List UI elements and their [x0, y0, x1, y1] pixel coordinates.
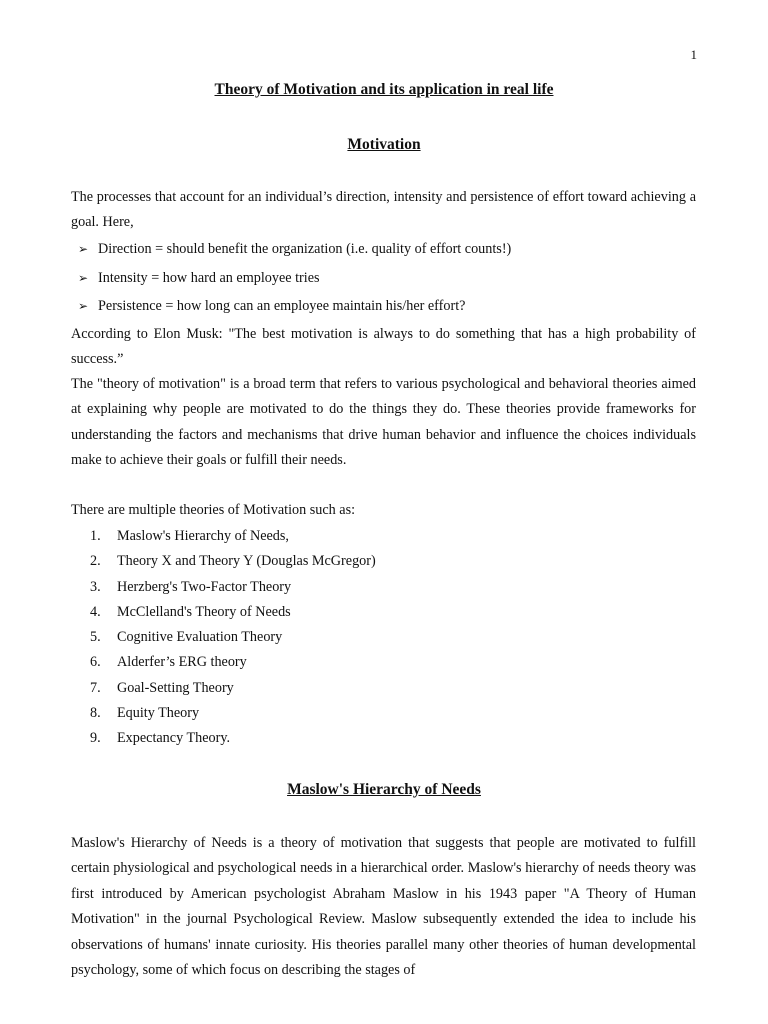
list-item-text: Theory X and Theory Y (Douglas McGregor)	[117, 553, 376, 570]
list-item-number: 3.	[90, 578, 101, 595]
list-item	[90, 676, 376, 701]
arrow-bullet-icon: ➢	[78, 270, 89, 285]
list-item-text: Maslow's Hierarchy of Needs,	[117, 528, 289, 544]
page-number: 1	[690, 47, 697, 62]
list-item-number: 4.	[90, 603, 101, 620]
bullet-item	[78, 294, 698, 323]
maslow-paragraph: Maslow's Hierarchy of Needs is a theory of motivation that suggests that people are motivated to fulfill certain physiological and psychological needs in a hierarchical order. Maslow's hierarchy of needs theory was first introduced by American psychologist Abraham Maslow in his 1943 paper "A Theory of Human Motivation" in the journal Psychological Review. Maslow subsequently extended the idea to include his observations of humans' innate curiosity. His theories parallel many other theories of human developmental psychology, some of which focus on describing the stages of	[71, 835, 696, 979]
section-heading-motivation: Motivation	[347, 136, 421, 153]
list-item-number: 1.	[90, 528, 101, 544]
theories-list-intro: There are multiple theories of Motivation such as:	[71, 502, 356, 518]
list-item-number: 8.	[90, 705, 101, 722]
motivation-bullet-list	[78, 237, 698, 323]
list-item-text: Expectancy Theory.	[117, 730, 231, 747]
list-item	[90, 726, 376, 751]
list-item-text: Goal-Setting Theory	[117, 679, 234, 696]
list-item	[90, 524, 376, 549]
list-item	[90, 575, 376, 600]
bullet-text: Intensity = how hard an employee tries	[98, 269, 320, 286]
list-item-text: Equity Theory	[117, 705, 200, 722]
list-item-text: Alderfer’s ERG theory	[117, 654, 247, 671]
list-item-number: 7.	[90, 679, 101, 696]
bullet-text: Direction = should benefit the organization (i.e. quality of effort counts!)	[98, 241, 512, 257]
document-title: Theory of Motivation and its application in real life	[214, 81, 554, 98]
bullet-item	[78, 266, 698, 295]
list-item-number: 9.	[90, 730, 101, 747]
list-item	[90, 650, 376, 675]
list-item-number: 5.	[90, 629, 101, 646]
elon-musk-quote-paragraph: According to Elon Musk: "The best motivation is always to do something that has a high probability of success.”	[71, 326, 696, 368]
list-item	[90, 600, 376, 625]
list-item-text: McClelland's Theory of Needs	[117, 603, 291, 620]
arrow-bullet-icon: ➢	[78, 242, 89, 256]
arrow-bullet-icon: ➢	[78, 299, 89, 314]
theories-numbered-list	[90, 524, 376, 752]
list-item-text: Herzberg's Two-Factor Theory	[117, 578, 292, 595]
bullet-text: Persistence = how long can an employee maintain his/her effort?	[98, 298, 466, 315]
motivation-definition-paragraph: The processes that account for an individual’s direction, intensity and persistence of effort toward achieving a goal. Here,	[71, 189, 696, 231]
list-item	[90, 625, 376, 650]
list-item-number: 6.	[90, 654, 101, 671]
theory-of-motivation-paragraph: The "theory of motivation" is a broad term that refers to various psychological and behavioral theories aimed at explaining why people are motivated to do the things they do. These theories provide frameworks for understanding the factors and mechanisms that drive human behavior and influence the choices individuals make to achieve their goals or fulfill their needs.	[71, 376, 696, 469]
section-heading-maslow: Maslow's Hierarchy of Needs	[287, 781, 481, 798]
list-item	[90, 549, 376, 574]
bullet-item	[78, 237, 698, 266]
list-item-number: 2.	[90, 553, 101, 570]
list-item-text: Cognitive Evaluation Theory	[117, 629, 283, 646]
list-item	[90, 701, 376, 726]
